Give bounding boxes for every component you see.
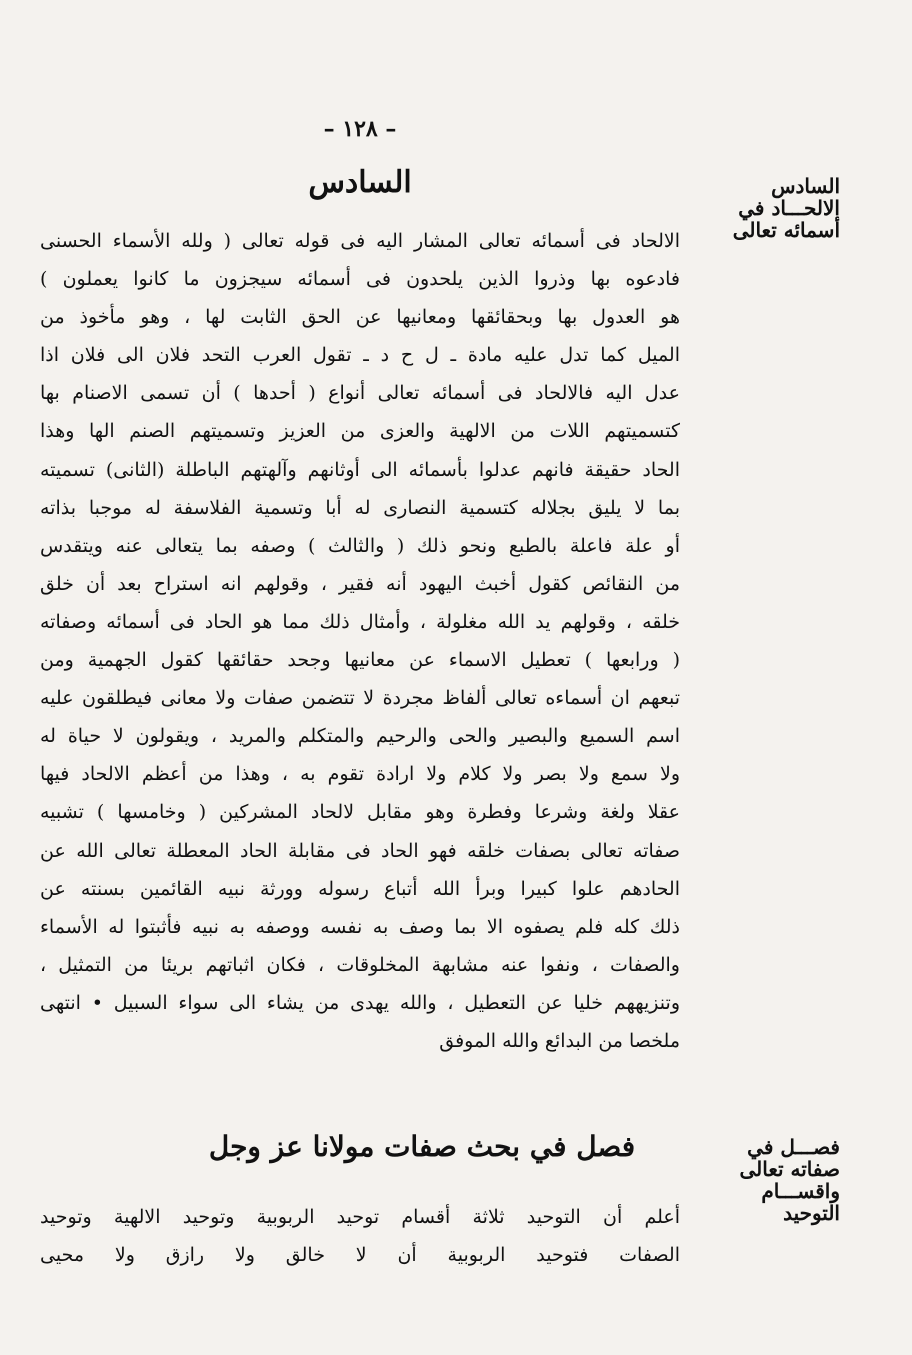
margin-note-chapter (700, 1136, 840, 1224)
text-line: عقلا ولغة وشرعا وفطرة وهو مقابل لالحاد المشركين ( وخامسها ) تشبيه (40, 801, 680, 824)
section1-paragraph (40, 222, 680, 1060)
text-line: وتنزيههم خليا عن التعطيل ، والله يهدى من يشاء الى سواء السبيل • انتهى (40, 991, 680, 1014)
text-line: الالحاد فى أسمائه تعالى المشار اليه فى قوله تعالى ( ولله الأسماء الحسنى (40, 230, 680, 252)
text-line: الحادهم علوا كبيرا وبرأ الله أتباع رسوله وورثة نبيه القائمين بسنته عن (40, 877, 680, 900)
text-line: من النقائص كقول أخبث اليهود أنه فقير ، وقولهم انه استراح بعد أن خلق (40, 572, 680, 595)
margin-note-sixth (700, 175, 840, 241)
section2-paragraph (40, 1198, 680, 1274)
text-line: أو علة فاعلة بالطبع ونحو ذلك ( والثالث ) وصفه بما يتعالى عنه ويتقدس (40, 534, 680, 557)
margin-note-line: واقســـام (761, 1179, 840, 1203)
text-line: الحاد حقيقة فانهم عدلوا بأسمائه الى أوثانهم وآلهتهم الباطلة (الثانى) تسميته (40, 458, 680, 481)
text-line: هو العدول بها وبحقائقها ومعانيها عن الحق الثابت لها ، وهو مأخوذ من (40, 306, 680, 329)
margin-note-line: أسمائه تعالى (732, 218, 840, 242)
text-line: فادعوه بها وذروا الذين يلحدون فى أسمائه سيجزون ما كانوا يعملون ) (40, 268, 680, 291)
margin-note-line: السادس (771, 174, 840, 198)
text-line: ( ورابعها ) تعطيل الاسماء عن معانيها وجحد حقائقها كقول الجهمية ومن (40, 649, 680, 672)
text-line: خلقه ، وقولهم يد الله مغلولة ، وأمثال ذلك مما هو الحاد فى أسمائه وصفاته (40, 610, 680, 633)
section-heading-sixth: السادس (308, 165, 412, 200)
text-line: أعلم أن التوحيد ثلاثة أقسام توحيد الربوبية وتوحيد الالهية وتوحيد (40, 1206, 680, 1228)
margin-note-line: فصـــل في (747, 1135, 840, 1159)
page-number: – ١٢٨ – (323, 116, 397, 142)
text-line: بما لا يليق بجلاله كتسمية النصارى له أبا وتسمية الفلاسفة له موجبا بذاته (40, 496, 680, 519)
text-line: ملخصا من البدائع والله الموفق (439, 1029, 680, 1052)
text-line: والصفات ، ونفوا عنه مشابهة المخلوقات ، فكان اثباتهم بريئا من التمثيل ، (40, 953, 680, 976)
text-line: ذلك كله فلم يصفوه الا بما وصف به نفسه ووصفه به نبيه فأثبتوا له الأسماء (40, 915, 680, 938)
text-line: اسم السميع والبصير والحى والرحيم والمتكلم والمريد ، ويقولون لا حياة له (40, 725, 680, 748)
text-line: كتسميتهم اللات من الالهية والعزى من العزيز وتسميتهم الصنم الها وهذا (40, 420, 680, 443)
text-line: ولا سمع ولا بصر ولا كلام ولا ارادة تقوم به ، وهذا من أعظم الالحاد فيها (40, 763, 680, 786)
margin-note-line: الالحـــاد في (738, 196, 840, 220)
text-line: تبعهم ان أسماءه تعالى ألفاظ مجردة لا تتضمن صفات ولا معانى فيطلقون عليه (40, 687, 680, 710)
text-line: الصفات فتوحيد الربوبية أن لا خالق ولا رازق ولا محيى (40, 1244, 680, 1267)
margin-note-line: التوحيد (783, 1201, 840, 1225)
text-line: عدل اليه فالالحاد فى أسمائه تعالى أنواع ( أحدها ) أن تسمى الاصنام بها (40, 382, 680, 405)
text-line: صفاته تعالى بصفات خلقه فهو الحاد فى مقابلة الحاد المعطلة تعالى الله عن (40, 839, 680, 862)
text-line: الميل كما تدل عليه مادة ـ ل ح د ـ تقول العرب التحد فلان الى فلان اذا (40, 344, 680, 367)
chapter-heading: فصل في بحث صفات مولانا عز وجل (208, 1130, 636, 1163)
margin-note-line: صفاته تعالى (739, 1157, 840, 1181)
